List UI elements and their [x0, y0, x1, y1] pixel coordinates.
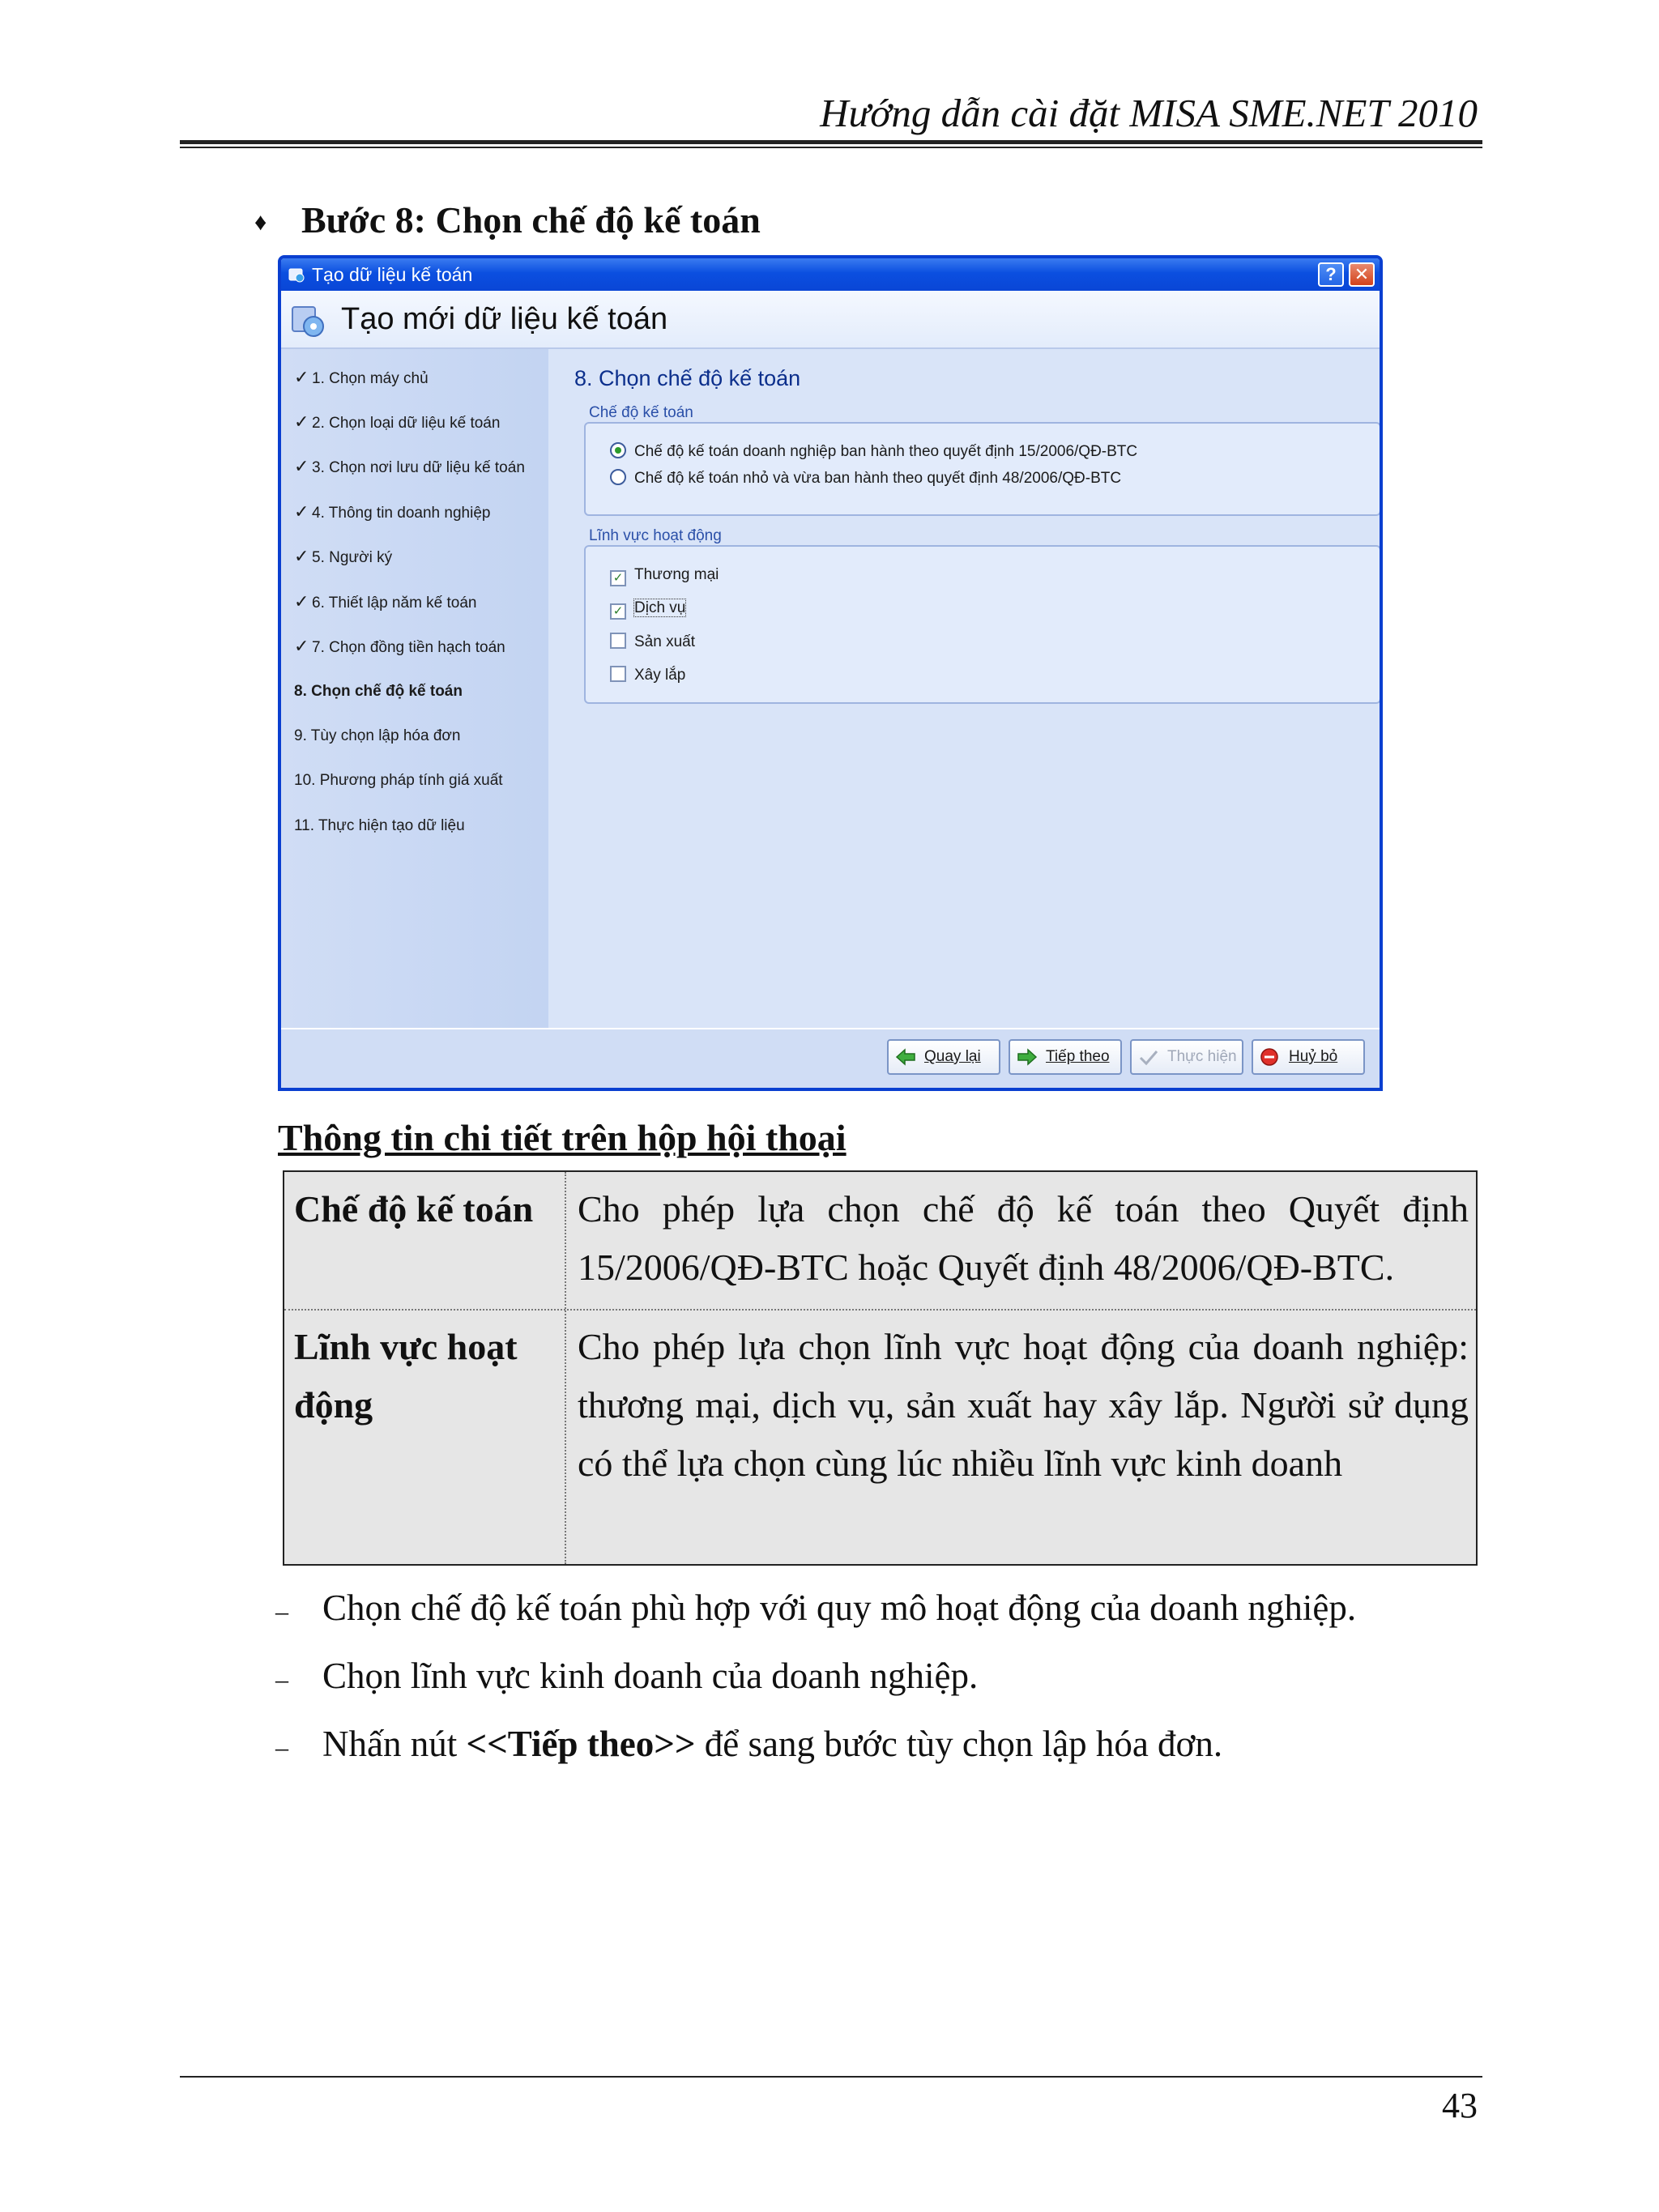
execute-label: Thực hiện [1167, 1048, 1237, 1065]
next-button[interactable] [1009, 1039, 1122, 1075]
step-label: 6. Thiết lập năm kế toán [312, 595, 477, 612]
wizard-banner [281, 291, 1380, 349]
list-text: Chọn lĩnh vực kinh doanh của doanh nghiệp. [322, 1656, 979, 1696]
checkbox-checked-icon[interactable]: ✓ [610, 603, 626, 620]
cancel-button[interactable] [1252, 1039, 1365, 1075]
app-icon [288, 266, 305, 283]
table-description: Cho phép lựa chọn chế độ kế toán theo Quyết định 15/2006/QĐ-BTC hoặc Quyết định 48/2006/QĐ-BTC. [578, 1188, 1469, 1288]
dash-bullet-icon: – [275, 1596, 288, 1626]
checkmark-icon: ✓ [294, 501, 309, 522]
step-item[interactable] [294, 544, 392, 570]
dialog-titlebar [281, 258, 1380, 291]
detail-table [283, 1170, 1478, 1566]
option-label: Chế độ kế toán doanh nghiệp ban hành theo quyết định 15/2006/QĐ-BTC [634, 443, 1138, 460]
cancel-icon [1260, 1047, 1281, 1067]
header-rule-thin [180, 147, 1482, 148]
table-term: Chế độ kế toán [294, 1188, 534, 1230]
wizard-steps-sidebar [281, 349, 548, 1029]
step-item[interactable] [294, 500, 490, 526]
radio-unselected-icon[interactable] [610, 469, 626, 485]
table-term: Lĩnh vực hoạt động [294, 1326, 518, 1426]
field-option-production[interactable] [610, 631, 695, 654]
step-item[interactable] [294, 454, 525, 480]
step-item-current[interactable] [294, 680, 463, 704]
step-item[interactable] [294, 410, 500, 436]
step-label: 4. Thông tin doanh nghiệp [312, 505, 491, 522]
step-label: 1. Chọn máy chủ [312, 370, 429, 387]
regime-option-15[interactable] [610, 441, 1137, 463]
checkmark-icon: ✓ [294, 591, 309, 612]
checkmark-icon: ✓ [294, 456, 309, 476]
list-item [275, 1720, 1222, 1771]
step-label: 7. Chọn đồng tiền hạch toán [312, 639, 505, 656]
field-option-construction[interactable] [610, 664, 685, 687]
detail-heading: Thông tin chi tiết trên hộp hội thoại [278, 1117, 847, 1158]
content-title: 8. Chọn chế độ kế toán [574, 366, 801, 390]
page-number: 43 [1442, 2086, 1478, 2125]
list-text-bold: <<Tiếp theo>> [466, 1724, 696, 1764]
list-item [275, 1652, 978, 1703]
field-option-trade[interactable] [610, 564, 719, 586]
footer-rule [180, 2076, 1482, 2078]
option-label: Thương mại [634, 566, 719, 583]
step-item[interactable] [294, 590, 477, 616]
back-label: Quay lại [924, 1048, 981, 1065]
regime-group-label: Chế độ kế toán [589, 404, 693, 421]
dash-bullet-icon: – [275, 1664, 288, 1694]
wizard-dialog [278, 255, 1383, 1091]
list-text: Nhấn nút [322, 1724, 467, 1764]
running-header: Hướng dẫn cài đặt MISA SME.NET 2010 [820, 91, 1478, 135]
step-label: 2. Chọn loại dữ liệu kế toán [312, 415, 501, 432]
database-wizard-icon [289, 302, 326, 339]
checkmark-icon: ✓ [294, 411, 309, 432]
table-column-divider [565, 1172, 566, 1564]
step-item[interactable] [294, 769, 503, 793]
arrow-left-icon [895, 1047, 916, 1067]
window-title: Tạo dữ liệu kế toán [312, 264, 473, 285]
execute-button[interactable] [1130, 1039, 1243, 1075]
step-item[interactable] [294, 814, 465, 838]
list-text: để sang bước tùy chọn lập hóa đơn. [695, 1724, 1223, 1764]
option-label: Sản xuất [634, 633, 695, 650]
list-text: Chọn chế độ kế toán phù hợp với quy mô hoạt động của doanh nghiệp. [322, 1588, 1357, 1628]
dash-bullet-icon: – [275, 1733, 288, 1762]
arrow-right-icon [1017, 1047, 1038, 1067]
field-option-service[interactable] [610, 597, 685, 620]
checkbox-unchecked-icon[interactable] [610, 666, 626, 682]
back-button[interactable] [887, 1039, 1000, 1075]
step-label: 5. Người ký [312, 549, 393, 566]
step-item[interactable] [294, 724, 460, 748]
check-icon [1138, 1047, 1159, 1067]
checkmark-icon: ✓ [294, 546, 309, 566]
checkmark-icon: ✓ [294, 367, 309, 387]
close-button[interactable]: ✕ [1349, 262, 1375, 287]
diamond-bullet-icon: ♦ [254, 209, 267, 236]
checkbox-unchecked-icon[interactable] [610, 633, 626, 649]
table-description: Cho phép lựa chọn lĩnh vực hoạt động của doanh nghiệp: thương mại, dịch vụ, sản xuất hay xây lắp. Người sử dụng có thể lựa chọn cùng lúc nhiều lĩnh vực kinh doanh [578, 1326, 1469, 1484]
help-button[interactable]: ? [1318, 262, 1344, 287]
regime-option-48[interactable] [610, 467, 1121, 490]
step-heading: Bước 8: Chọn chế độ kế toán [301, 199, 761, 241]
checkmark-icon: ✓ [294, 636, 309, 656]
option-label: Chế độ kế toán nhỏ và vừa ban hành theo quyết định 48/2006/QĐ-BTC [634, 470, 1122, 487]
step-label: 8. Chọn chế độ kế toán [294, 683, 463, 700]
table-row-divider [284, 1309, 1476, 1311]
checkbox-checked-icon[interactable]: ✓ [610, 570, 626, 586]
option-label: Xây lắp [634, 667, 686, 684]
header-rule [180, 140, 1482, 144]
step-item[interactable] [294, 634, 505, 660]
step-label: 10. Phương pháp tính giá xuất [294, 772, 503, 789]
banner-title: Tạo mới dữ liệu kế toán [341, 302, 668, 336]
next-label: Tiếp theo [1046, 1048, 1110, 1065]
step-item[interactable] [294, 365, 429, 391]
wizard-button-bar [281, 1028, 1380, 1088]
step-label: 9. Tùy chọn lập hóa đơn [294, 727, 461, 744]
radio-selected-icon[interactable] [610, 442, 626, 458]
list-item [275, 1583, 1356, 1635]
cancel-label: Huỷ bỏ [1289, 1048, 1338, 1065]
option-label: Dịch vụ [634, 599, 686, 616]
field-group-label: Lĩnh vực hoạt động [589, 527, 722, 544]
step-label: 11. Thực hiện tạo dữ liệu [294, 817, 465, 834]
wizard-content [548, 349, 1380, 1029]
step-label: 3. Chọn nơi lưu dữ liệu kế toán [312, 459, 525, 476]
